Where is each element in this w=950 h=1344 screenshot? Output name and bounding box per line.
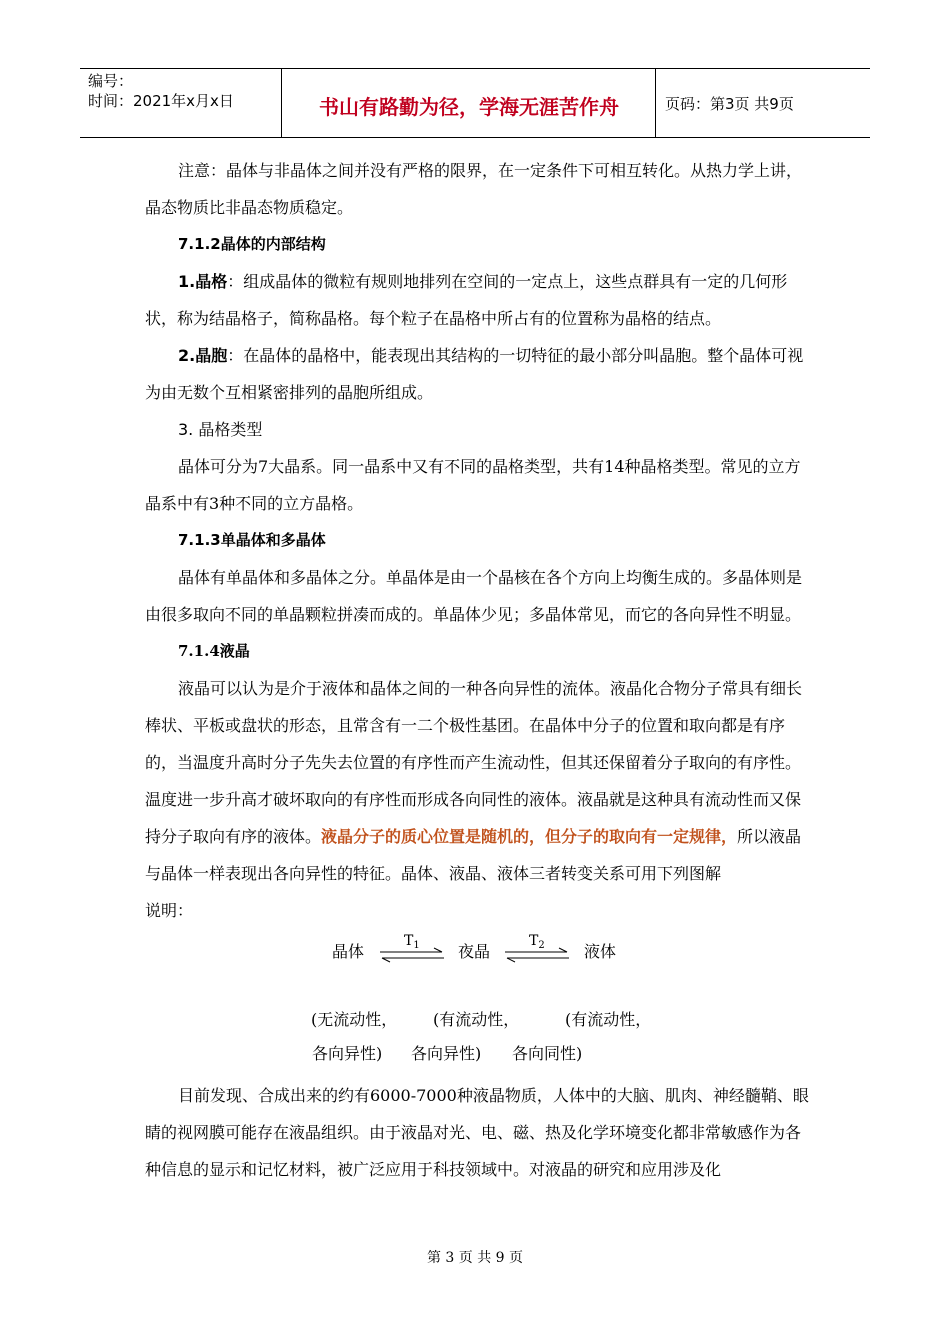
page-footer: 第 3 页 共 9 页 [426,1250,524,1266]
transition-arrow-t1 [378,929,446,969]
t1-label: $T_1$ [404,933,420,951]
prop-liquid-line2: 各向同性) [512,1044,583,1063]
document-body [145,152,815,1188]
section-heading-714: 7.1.4液晶 [178,642,250,660]
phase-transition-diagram [145,929,815,1007]
state-liquid-crystal: 夜晶 [458,942,491,961]
state-liquid: 液体 [584,942,617,961]
header-motto: 书山有路勤为径，学海无涯苦作舟 [319,95,619,119]
mono-poly-paragraph: 晶体有单晶体和多晶体之分。单晶体是由一个晶核在各个方向上均衡生成的。多晶体则是由很多取向不同的单晶颗粒拼凑而成的。单晶体少见；多晶体常见，而它的各向异性不明显。 [145,568,803,624]
prop-crystal-line2: 各向异性) [312,1044,383,1063]
liquid-crystal-paragraph [145,670,815,892]
prop-liquid-line1: (有流动性， [565,1010,652,1029]
t2-label: $T_2$ [529,933,545,951]
state-crystal: 晶体 [332,942,365,961]
prop-lc-line1: (有流动性， [433,1010,520,1029]
item-unit-cell-text: ：在晶体的晶格中，能表现出其结构的一切特征的最小部分叫晶胞。整个晶体可视为由无数个互相紧密排列的晶胞所组成。 [145,346,804,402]
item-unit-cell-label: 2.晶胞 [178,346,228,365]
transition-arrow-t2 [503,929,571,969]
item-lattice-text: ：组成晶体的微粒有规则地排列在空间的一定点上，这些点群具有一定的几何形状，称为结晶格子，简称晶格。每个粒子在晶格中所占有的位置称为晶格的结点。 [145,272,788,328]
prop-crystal-line1: (无流动性， [311,1010,398,1029]
lc-text-a: 液晶可以认为是介于液体和晶体之间的一种各向异性的流体。液晶化合物分子常具有细长棒状、平板或盘状的形态，且常含有一二个极性基团。在晶体中分子的位置和取向都是有序的，当温度升高时分子先失去位置的有序性而产生流动性，但其还保留着分子取向的有序性。温度进一步升高才破坏取向的有序性而形成各向同性的液体。液晶就是这种具有流动性而又保持分子取向有序的液体。 [145,679,803,846]
explain-label: 说明： [145,901,194,920]
note-paragraph: 注意：晶体与非晶体之间并没有严格的限界，在一定条件下可相互转化。从热力学上讲，晶态物质比非晶态物质稳定。 [145,161,803,217]
state-properties [145,1007,815,1077]
lattice-paragraph: 晶体可分为7大晶系。同一晶系中又有不同的晶格类型，共有14种晶格类型。常见的立方晶系中有3种不同的立方晶格。 [145,457,801,513]
section-heading-712: 7.1.2晶体的内部结构 [178,235,326,253]
lc-highlight: 液晶分子的质心位置是随机的，但分子的取向有一定规律， [321,827,738,846]
item-lattice-types: 3. 晶格类型 [178,420,263,439]
section-heading-713: 7.1.3单晶体和多晶体 [178,531,326,549]
page-header [80,68,870,138]
number-label: 编号： [88,72,134,90]
final-paragraph: 目前发现、合成出来的约有6000-7000种液晶物质，人体中的大脑、肌肉、神经髓鞘、眼睛的视网膜可能存在液晶组织。由于液晶对光、电、磁、热及化学环境变化都非常敏感作为各种信息的显示和记忆材料，被广泛应用于科技领域中。对液晶的研究和应用涉及化 [145,1086,809,1179]
equilibrium-arrow-icon [503,929,571,969]
item-lattice-label: 1.晶格 [178,272,228,291]
item-unit-cell [145,337,815,411]
equilibrium-arrow-icon [378,929,446,969]
item-lattice [145,263,815,337]
header-divider-left [281,69,282,137]
header-left [88,71,234,111]
prop-lc-line2: 各向异性) [411,1044,482,1063]
header-page-info: 页码：第3页 共9页 [665,95,794,113]
lc-text-b: 所以液晶与晶体一样表现出各向异性的特征。晶体、液晶、液体三者转变关系可用下列图解 [145,827,802,883]
header-divider-right [655,69,656,137]
time-label: 时间：2021年x月x日 [88,92,234,110]
